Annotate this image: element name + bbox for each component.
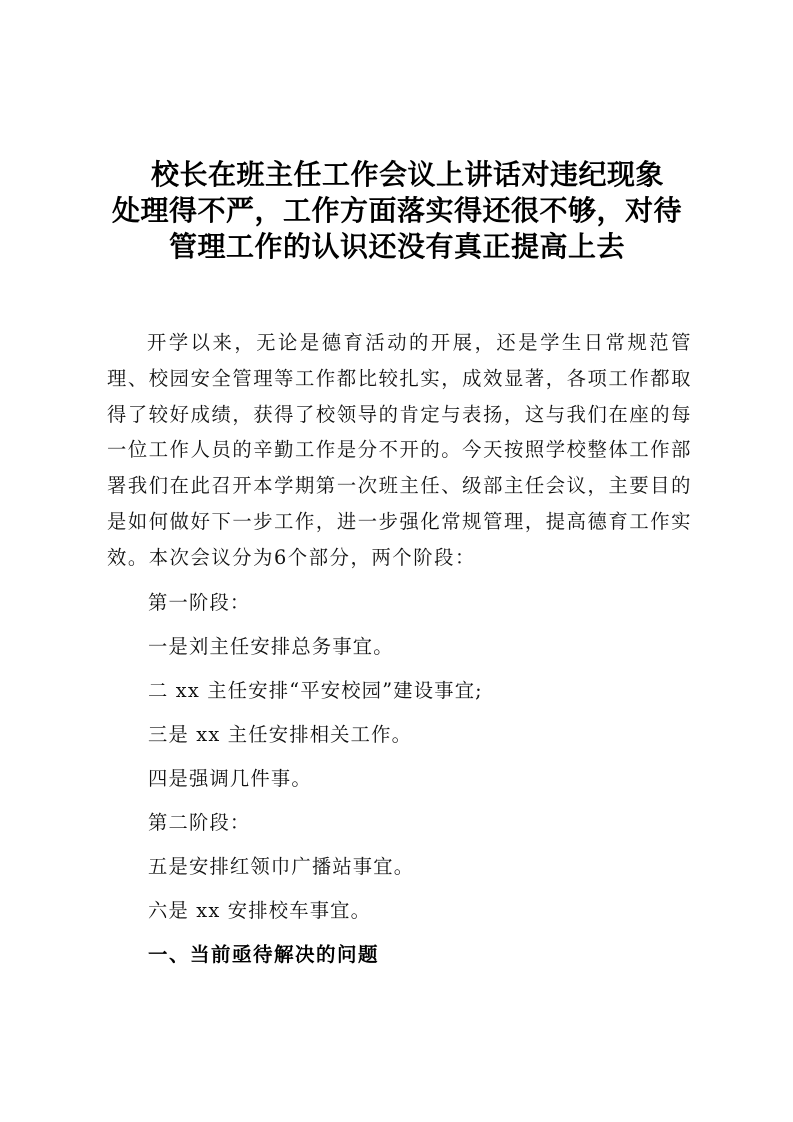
document-body: [107, 325, 692, 977]
section-heading: 一、当前亟待解决的问题: [148, 942, 380, 966]
title-line: 管理工作的认识还没有真正提高上去: [168, 230, 625, 263]
agenda-item: 四是强调几件事。: [148, 766, 312, 790]
agenda-item: 五是安排红领巾广播站事宜。: [148, 854, 415, 878]
agenda-stage-label: 第二阶段：: [148, 810, 251, 834]
document-title: [104, 157, 690, 265]
agenda-item: 一是刘主任安排总务事宜。: [148, 634, 394, 658]
agenda-item: 六是 xx 安排校车事宜。: [148, 898, 372, 922]
title-line: 校长在班主任工作会议上讲话对违纪现象: [151, 158, 665, 191]
title-line: 处理得不严，工作方面落实得还很不够，对待: [111, 194, 682, 227]
agenda-item: 三是 xx 主任安排相关工作。: [148, 722, 413, 746]
agenda-item: 二 xx 主任安排“平安校园”建设事宜;: [148, 678, 483, 702]
agenda-stage-label: 第一阶段：: [148, 590, 251, 614]
intro-paragraph: 开学以来，无论是德育活动的开展，还是学生日常规范管理、校园安全管理等工作都比较扎实，成效显著，各项工作都取得了较好成绩，获得了校领导的肯定与表扬，这与我们在座的每一位工作人员的辛勤工作是分不开的。今天按照学校整体工作部署我们在此召开本学期第一次班主任、级部主任会议，主要目的是如何做好下一步工作，进一步强化常规管理，提高德育工作实效。本次会议分为6个部分，两个阶段：: [107, 331, 692, 569]
